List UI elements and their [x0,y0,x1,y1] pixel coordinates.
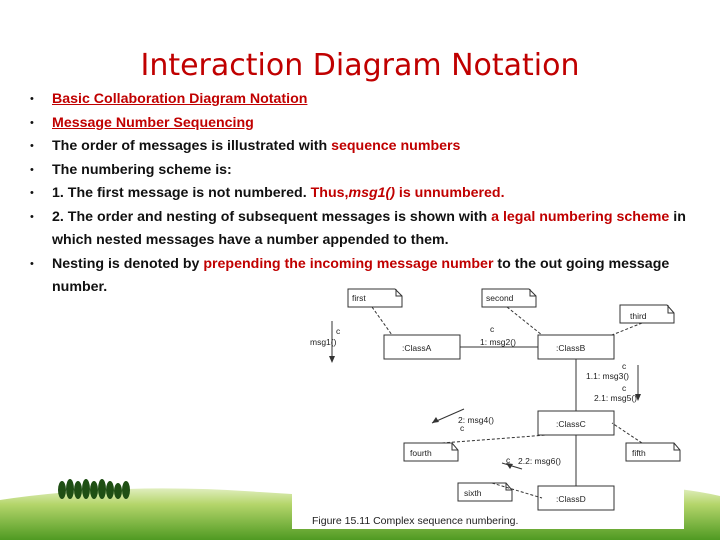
diagram-svg [292,283,684,529]
bullet-text-run: The order of messages is illustrated with [52,138,332,154]
message-label: 2.1: msg5() [594,393,637,403]
message-label: 1.1: msg3() [586,371,629,381]
tree-row [58,479,130,499]
bullet-text-run: The numbering scheme is: [52,161,232,178]
bullet-text-run: Basic Collaboration Diagram Notation [52,91,308,107]
note-label: fifth [632,448,646,458]
object-label: :ClassC [556,419,586,429]
object-label: :ClassA [402,343,432,353]
bullet-text-run: Message Number Sequencing [52,114,254,131]
bullet-text-run: in which nested messages have a number appended to them. [52,208,686,248]
bullet-text-run: Nesting is denoted by [52,255,204,272]
collaboration-diagram-figure [292,283,684,529]
bullet-item: • Message Number Sequencing [30,114,254,131]
message-label: msg1() [310,337,337,347]
message-label: 2.2: msg6() [518,456,561,466]
bullet-item: • 1. The first message is not numbered. Thus,msg1() is unnumbered. [30,185,505,201]
note-shape [620,305,674,323]
bullet-item: • The numbering scheme is: [30,161,232,178]
message-label: 2: msg4() [458,415,494,425]
figure-caption: Figure 15.11 Complex sequence numbering. [312,515,519,527]
object-label: :ClassD [556,494,586,504]
bullet-text-run: 2. The order and nesting of subsequent messages is shown with [52,208,492,225]
message-marker: c [460,423,465,433]
bullet-text-run: is unnumbered. [394,185,505,201]
bullet-text-run: sequence numbers [331,138,461,154]
bullet-text-run: to the out going message number. [52,255,670,295]
slide-title: Interaction Diagram Notation [140,48,580,83]
note-label: fourth [410,448,432,458]
message-marker: c [336,326,341,336]
bullet-text-run: a legal numbering scheme [491,208,670,225]
object-label: :ClassB [556,343,586,353]
message-marker: c [506,455,511,465]
message-marker: c [490,324,495,334]
bullet-item: • Basic Collaboration Diagram Notation [30,91,308,107]
note-label: third [630,311,647,321]
note-label: sixth [464,488,482,498]
message-marker: c [622,383,627,393]
bullet-text-run: Thus, [310,185,349,201]
note-label: first [352,293,366,303]
bullet-list [30,88,710,300]
bullet-item: • 2. The order and nesting of subsequent messages is shown with a legal numbering scheme in which nested messages have a number appended to them. [30,208,686,248]
bullet-item: • Nesting is denoted by prepending the incoming message number to the out going message number. [30,255,670,295]
bullet-text-run: prepending the incoming message number [203,255,494,272]
message-label: 1: msg2() [480,337,516,347]
message-marker: c [622,361,627,371]
note-label: second [486,293,514,303]
bullet-text-run: 1. The first message is not numbered. [52,185,311,201]
bullet-item: • The order of messages is illustrated with sequence numbers [30,138,461,154]
bullet-text-run: msg1() [348,185,395,201]
